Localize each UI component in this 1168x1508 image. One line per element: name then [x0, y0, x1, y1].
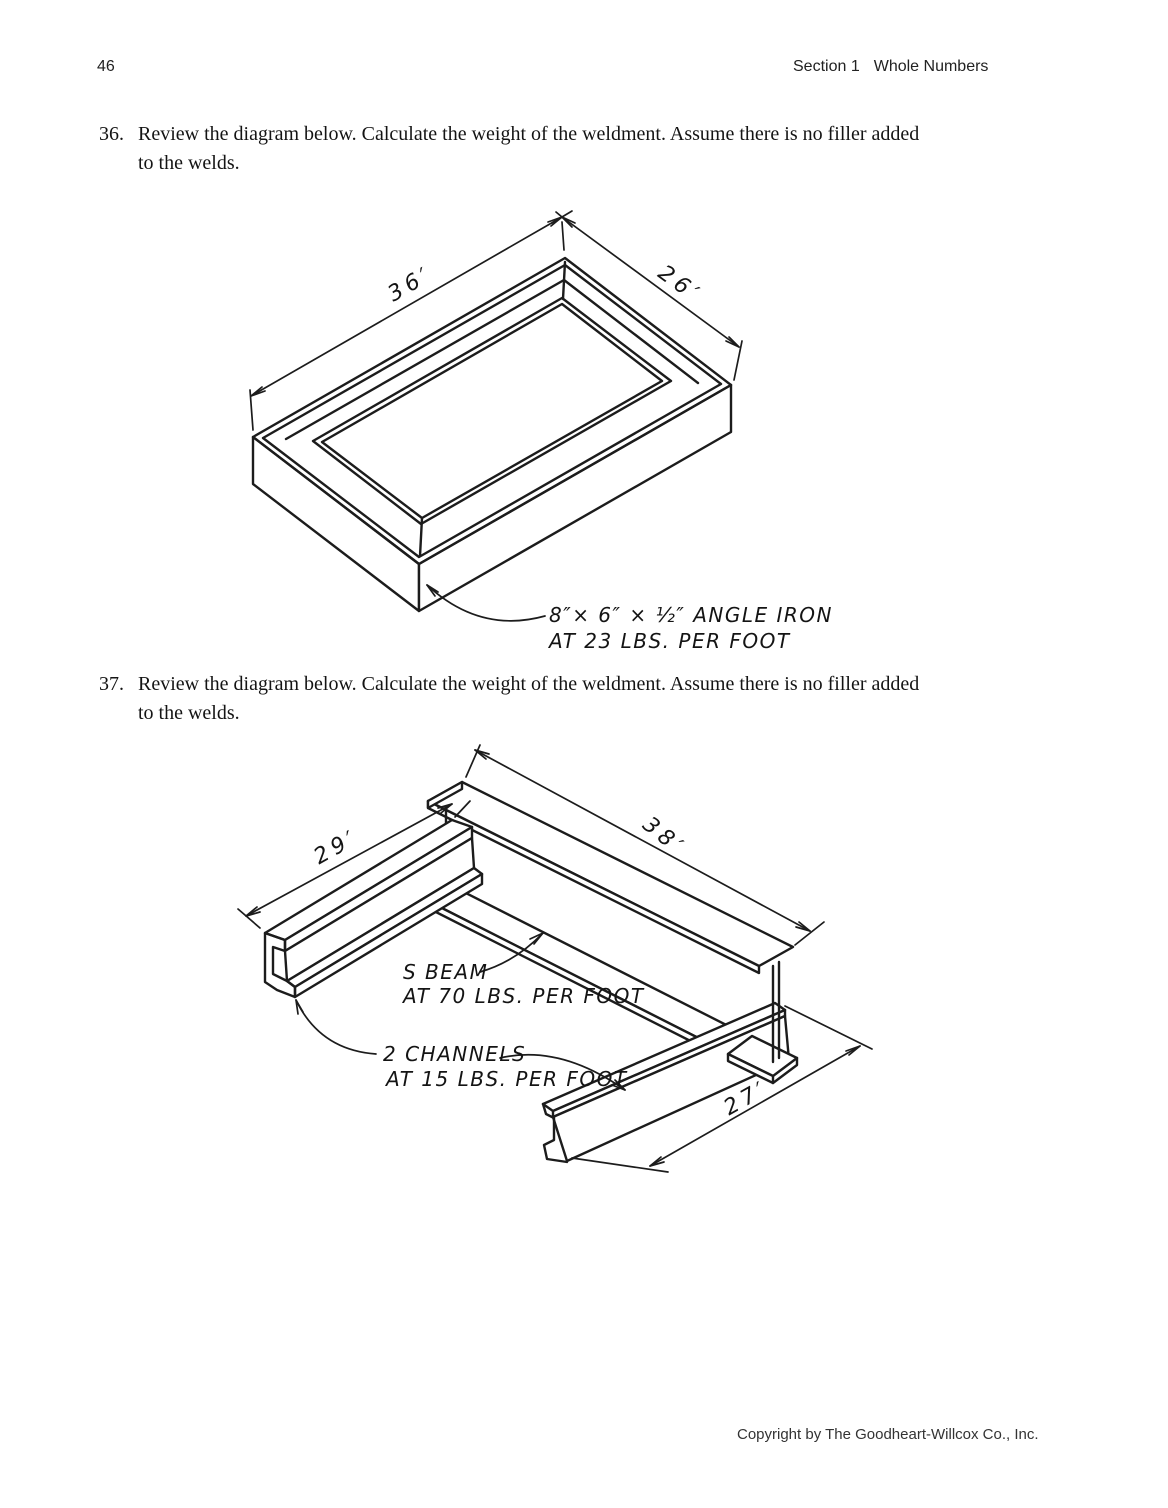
problem-36-number: 36.	[99, 123, 124, 145]
problem-36-text-line1: Review the diagram below. Calculate the weight of the weldment. Assume there is no filler added	[138, 123, 920, 145]
copyright-notice: Copyright by The Goodheart-Willcox Co., Inc.	[737, 1426, 1039, 1443]
channels-callout	[296, 1000, 628, 1091]
problem-37-text-line2: to the welds.	[138, 702, 240, 724]
dimension-36ft-label: 36′	[383, 261, 438, 308]
dimension-26ft-label: 26′	[653, 260, 707, 309]
page-number: 46	[97, 58, 115, 75]
section-title: Whole Numbers	[873, 58, 989, 75]
angle-iron-callout	[427, 585, 833, 653]
diagram-beam-channels	[238, 745, 872, 1172]
frame-corner-seam-top	[563, 262, 565, 299]
angle-iron-label-line1: 8″× 6″ × ½″ ANGLE IRON	[549, 603, 833, 627]
channels-label-line2: AT 15 LBS. PER FOOT	[386, 1067, 628, 1091]
section-label: Section 1	[793, 58, 860, 75]
diagram-angle-iron-frame	[250, 211, 833, 653]
dimension-27ft-label: 27′	[719, 1075, 774, 1121]
sbeam-label-line2: AT 70 LBS. PER FOOT	[403, 984, 645, 1008]
frame-front-left-face	[253, 437, 419, 611]
angle-iron-label-line2: AT 23 LBS. PER FOOT	[549, 629, 791, 653]
channels-label-line1: 2 CHANNELS	[383, 1042, 527, 1066]
problem-37-text-line1: Review the diagram below. Calculate the weight of the weldment. Assume there is no filler added	[138, 673, 920, 695]
frame-inner-wall-top-edge	[286, 280, 698, 439]
problem-36-text-line2: to the welds.	[138, 152, 240, 174]
sbeam-label-line1: S BEAM	[403, 960, 489, 984]
dimension-38ft-label: 38′	[637, 812, 691, 862]
problem-37-number: 37.	[99, 673, 124, 695]
dimension-29ft-label: 29′	[309, 824, 364, 870]
